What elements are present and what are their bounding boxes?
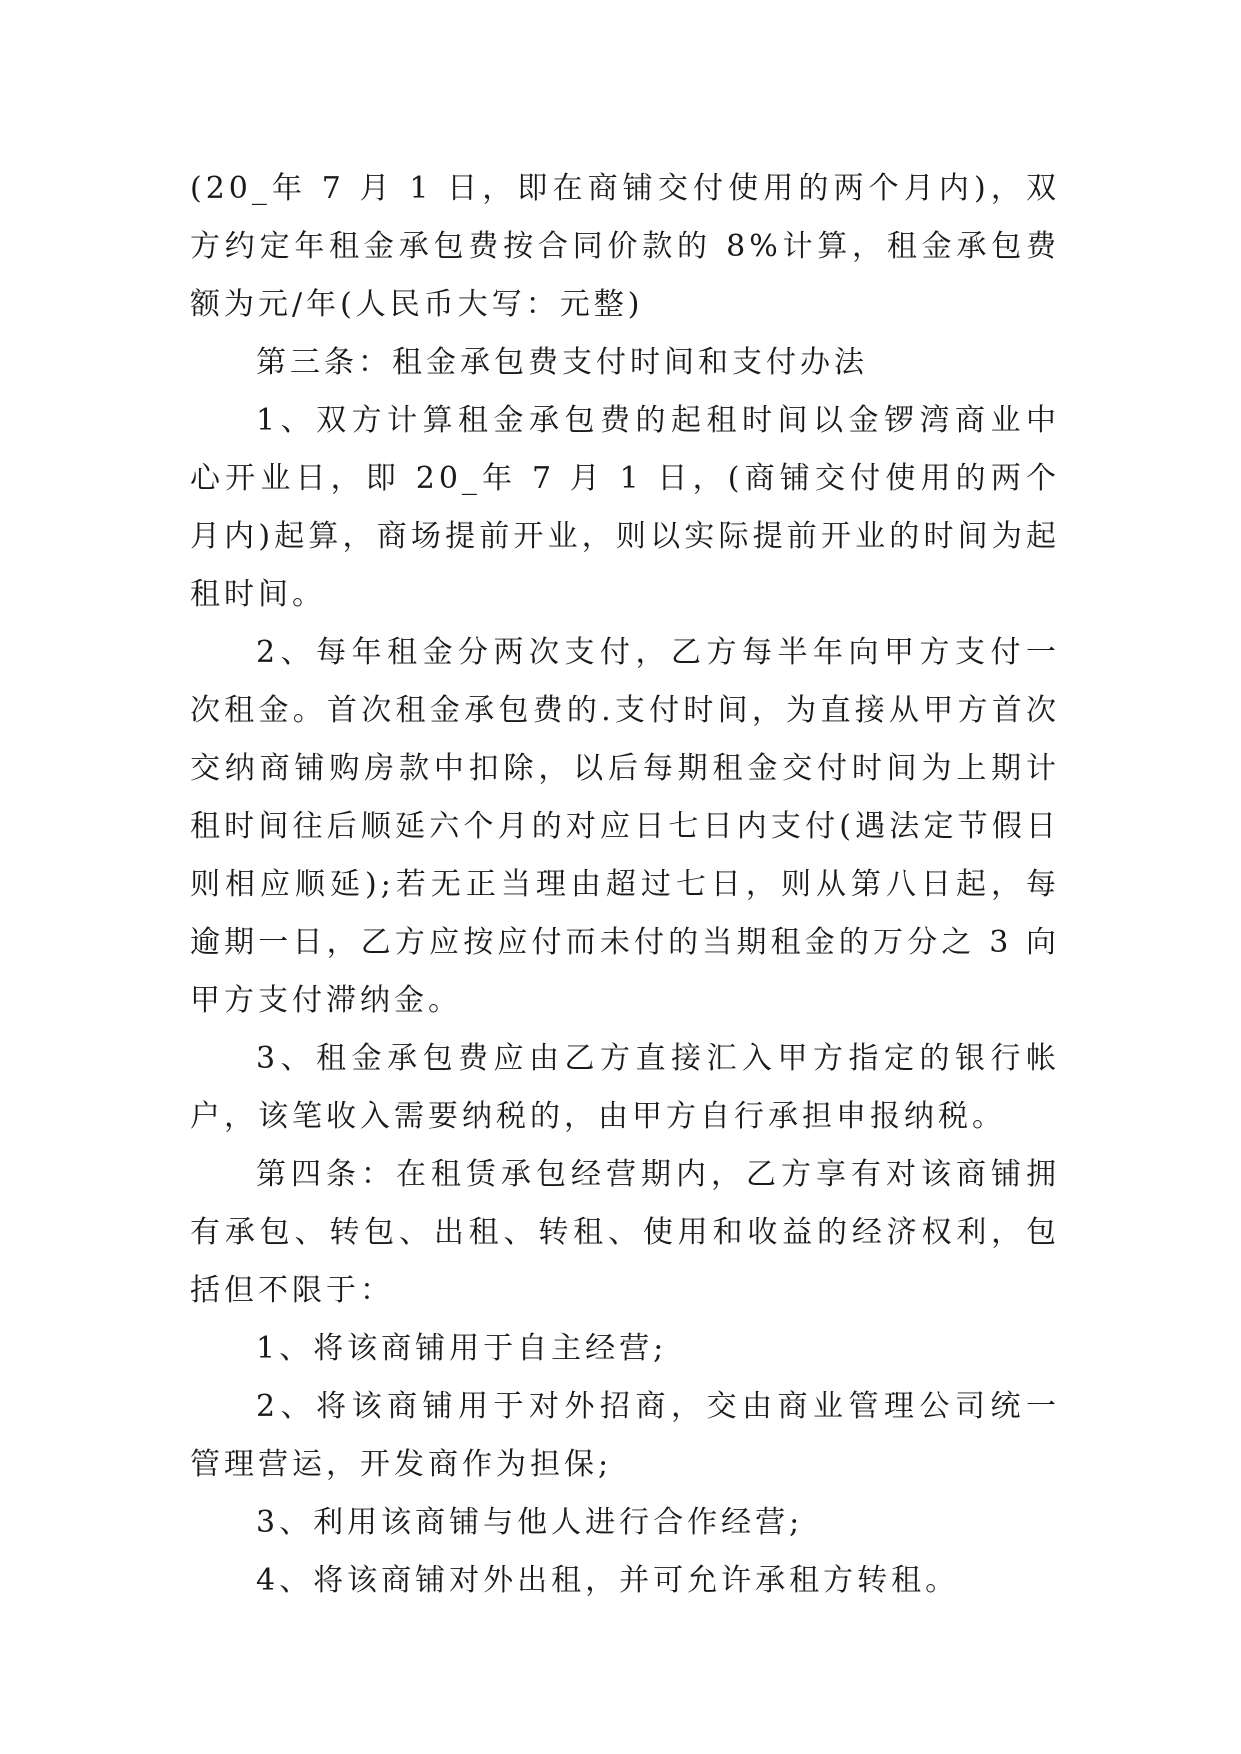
article-4-item-4: 4、将该商铺对外出租，并可允许承租方转租。 (256, 1563, 960, 1598)
article-3-heading: 第三条：租金承包费支付时间和支付办法 (256, 345, 868, 380)
article-3-item-2: 2、每年租金分两次支付，乙方每半年向甲方支付一次租金。首次租金承包费的.支付时间，为直接从甲方首次交纳商铺购房款中扣除，以后每期租金交付时间为上期计租时间往后顺延六个月的对应日七日内支付(遇法定节假日则相应顺延);若无正当理由超过七日，则从第八日起，每逾期一日，乙方应按应付而未付的当期租金的万分之 3 向甲方支付滞纳金。 (190, 635, 1060, 1018)
article-4-item-3: 3、利用该商铺与他人进行合作经营; (256, 1505, 804, 1540)
article-4-item-2: 2、将该商铺用于对外招商，交由商业管理公司统一管理营运，开发商作为担保; (190, 1389, 1060, 1482)
article-3-item-1: 1、双方计算租金承包费的起租时间以金锣湾商业中心开业日，即 20_年 7 月 1 日，(商铺交付使用的两个月内)起算，商场提前开业，则以实际提前开业的时间为起租时间。 (190, 403, 1060, 612)
article-3-item-3: 3、租金承包费应由乙方直接汇入甲方指定的银行帐户，该笔收入需要纳税的，由甲方自行承担申报纳税。 (190, 1041, 1060, 1134)
paragraph-rent-terms: (20_年 7 月 1 日，即在商铺交付使用的两个月内)，双方约定年租金承包费按合同价款的 8%计算，租金承包费额为元/年(人民币大写：元整) (190, 171, 1060, 322)
article-4-heading: 第四条：在租赁承包经营期内，乙方享有对该商铺拥有承包、转包、出租、转租、使用和收益的经济权利，包括但不限于： (190, 1157, 1060, 1308)
document-body (190, 160, 1060, 1610)
article-4-item-1: 1、将该商铺用于自主经营; (256, 1331, 668, 1366)
